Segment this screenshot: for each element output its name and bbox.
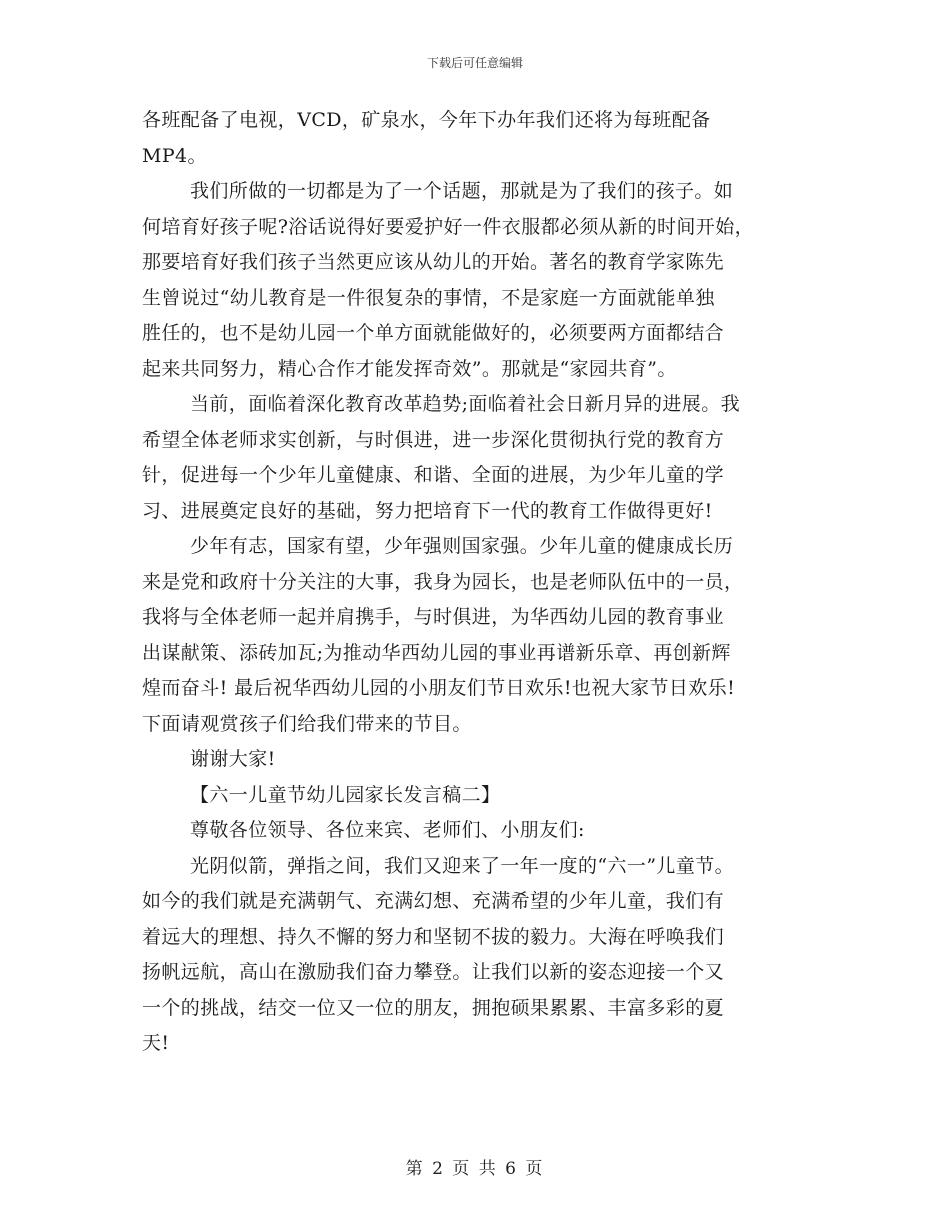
page-header: 下载后可任意编辑 xyxy=(426,56,523,70)
text-line: 希望全体老师求实创新，与时俱进，进一步深化贯彻执行党的教育方 xyxy=(142,428,725,451)
document-body xyxy=(142,103,822,1062)
text-line: 光阴似箭，弹指之间，我们又迎来了一年一度的“六一”儿童节。 xyxy=(190,854,735,877)
text-line: MP4。 xyxy=(142,144,207,167)
text-line: 习、进展奠定良好的基础，努力把培育下一代的教育工作做得更好! xyxy=(142,499,713,522)
text-line: 煌而奋斗! 最后祝华西幼儿园的小朋友们节日欢乐!也祝大家节日欢乐! xyxy=(142,677,736,699)
text-line: 各班配备了电视，VCD，矿泉水，今年下办年我们还将为每班配备 xyxy=(142,109,711,131)
text-line: 下面请观赏孩子们给我们带来的节目。 xyxy=(142,712,472,735)
text-line: 来是党和政府十分关注的大事，我身为园长，也是老师队伍中的一员， xyxy=(142,570,744,593)
text-line: 何培育好孩子呢?浴话说得好要爱护好一件衣服都必须从新的时间开始， xyxy=(142,215,754,238)
text-line: 生曾说过“幼儿教育是一件很复杂的事情，不是家庭一方面就能单独 xyxy=(142,286,715,309)
text-line: 天! xyxy=(142,1032,170,1054)
text-line: 如今的我们就是充满朝气、充满幻想、充满希望的少年儿童，我们有 xyxy=(142,890,725,912)
text-line: 少年有志，国家有望，少年强则国家强。少年儿童的健康成长历 xyxy=(190,535,734,557)
text-line: 针，促进每一个少年儿童健康、和谐、全面的进展，为少年儿童的学 xyxy=(142,464,725,486)
text-line: 我将与全体老师一起并肩携手，与时俱进，为华西幼儿园的教育事业 xyxy=(142,606,725,628)
text-line: 出谋献策、添砖加瓦;为推动华西幼儿园的事业再谱新乐章、再创新辉 xyxy=(142,641,731,664)
salutation: 尊敬各位领导、各位来宾、老师们、小朋友们: xyxy=(190,819,585,841)
text-line: 着远大的理想、持久不懈的努力和坚韧不拔的毅力。大海在呼唤我们 xyxy=(142,925,725,948)
text-line: 扬帆远航，高山在激励我们奋力攀登。让我们以新的姿态迎接一个又 xyxy=(142,961,725,983)
text-line: 当前，面临着深化教育改革趋势;面临着社会日新月异的进展。我 xyxy=(190,393,741,415)
text-line: 那要培育好我们孩子当然更应该从幼儿的开始。著名的教育学家陈先 xyxy=(142,251,725,273)
section-heading: 【六一儿童节幼儿园家长发言稿二】 xyxy=(190,783,501,806)
text-line: 谢谢大家! xyxy=(190,748,276,770)
text-line: 我们所做的一切都是为了一个话题，那就是为了我们的孩子。如 xyxy=(190,180,734,202)
page-number: 第 2 页 共 6 页 xyxy=(405,1159,545,1179)
text-line: 一个的挑战，结交一位又一位的朋友，拥抱硕果累累、丰富多彩的夏 xyxy=(142,996,725,1019)
text-line: 起来共同努力，精心合作才能发挥奇效”。那就是“家园共育”。 xyxy=(142,357,677,380)
text-line: 胜任的，也不是幼儿园一个单方面就能做好的，必须要两方面都结合 xyxy=(142,322,725,344)
